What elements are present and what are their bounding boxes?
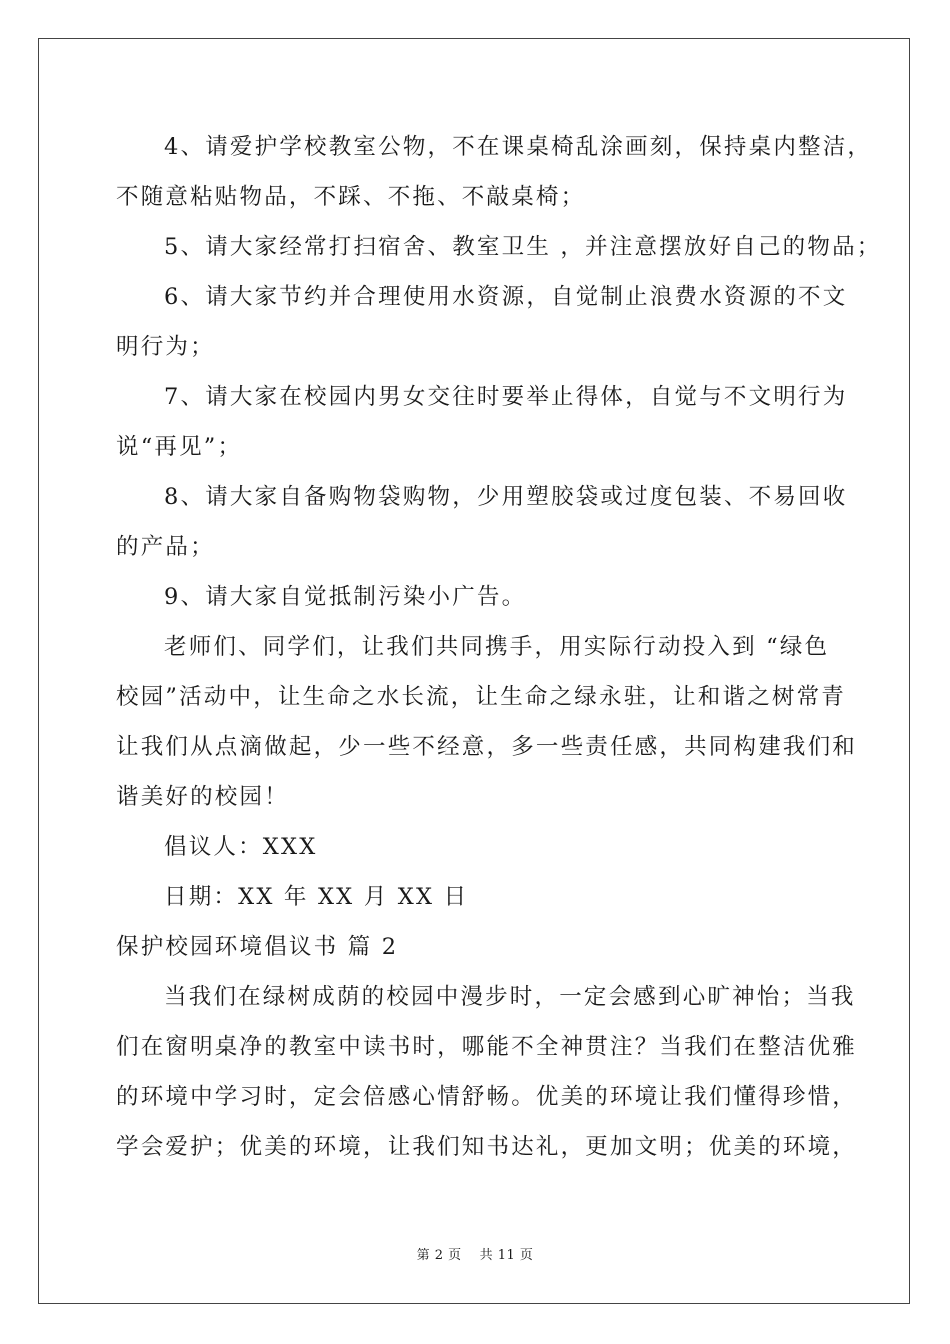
section-heading: 保护校园环境倡议书 篇 2: [116, 934, 399, 960]
page-footer: [0, 1244, 950, 1263]
text-line: 明行为；: [116, 334, 215, 360]
text-line: 9、请大家自觉抵制污染小广告。: [164, 584, 527, 610]
text-line: 4、请爱护学校教室公物，不在课桌椅乱涂画刻，保持桌内整洁，: [164, 134, 873, 160]
text-line: 让我们从点滴做起，少一些不经意，多一些责任感，共同构建我们和: [116, 734, 858, 760]
text-line: 8、请大家自备购物袋购物，少用塑胶袋或过度包装、不易回收: [164, 484, 848, 510]
text-line: 当我们在绿树成荫的校园中漫步时，一定会感到心旷神怡；当我: [164, 984, 856, 1010]
signature-line: 倡议人：XXX: [164, 834, 318, 860]
text-line: 7、请大家在校园内男女交往时要举止得体，自觉与不文明行为: [164, 384, 848, 410]
text-line: 谐美好的校园！: [116, 784, 289, 810]
text-line: 的环境中学习时，定会倍感心情舒畅。优美的环境让我们懂得珍惜，: [116, 1084, 858, 1110]
date-line: 日期：XX 年 XX 月 XX 日: [164, 884, 469, 910]
text-line: 6、请大家节约并合理使用水资源，自觉制止浪费水资源的不文: [164, 284, 848, 310]
text-line: 校园”活动中，让生命之水长流，让生命之绿永驻，让和谐之树常青: [116, 684, 847, 710]
text-line: 老师们、同学们，让我们共同携手，用实际行动投入到 “绿色: [164, 634, 830, 660]
page-total: 共 11 页: [479, 1248, 534, 1263]
text-line: 5、请大家经常打扫宿舍、教室卫生 ，并注意摆放好自己的物品；: [164, 234, 882, 260]
page-number: 第 2 页: [416, 1248, 462, 1263]
text-line: 学会爱护；优美的环境，让我们知书达礼，更加文明；优美的环境，: [116, 1134, 858, 1160]
text-line: 的产品；: [116, 534, 215, 560]
text-line: 们在窗明桌净的教室中读书时，哪能不全神贯注？当我们在整洁优雅: [116, 1034, 858, 1060]
text-line: 不随意粘贴物品，不踩、不拖、不敲桌椅；: [116, 184, 586, 210]
text-line: 说“再见”；: [116, 434, 243, 460]
